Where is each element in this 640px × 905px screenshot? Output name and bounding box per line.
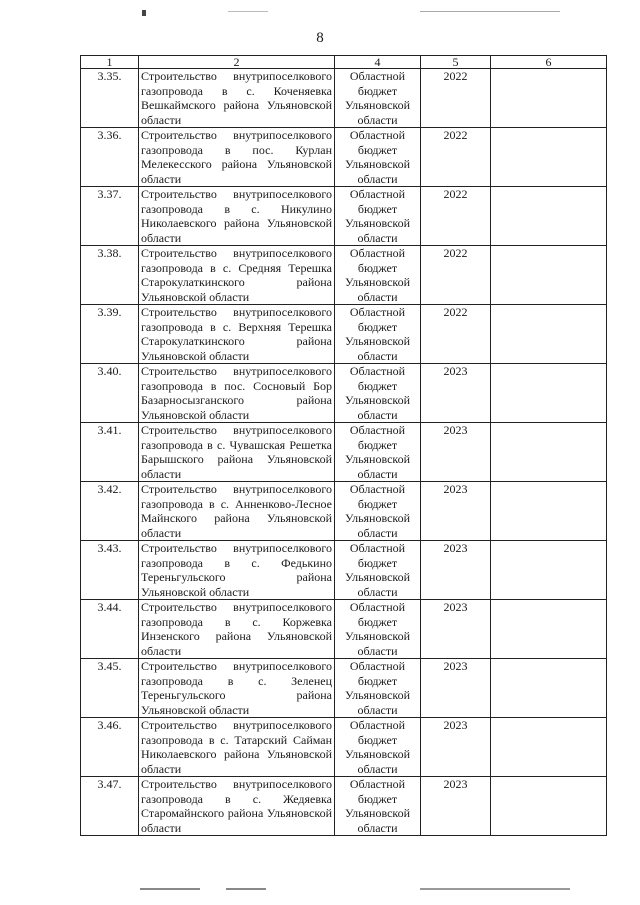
table-body <box>81 69 607 836</box>
table-row <box>81 600 607 659</box>
funding-source-cell: Областной бюджет Ульяновской области <box>335 305 421 364</box>
table-row <box>81 718 607 777</box>
year-cell: 2022 <box>421 69 491 128</box>
year-cell: 2022 <box>421 305 491 364</box>
note-cell <box>491 659 607 718</box>
note-cell <box>491 128 607 187</box>
year-cell: 2023 <box>421 364 491 423</box>
note-cell <box>491 777 607 836</box>
table-row <box>81 423 607 482</box>
column-header-5: 5 <box>421 56 491 69</box>
row-number-cell: 3.44. <box>81 600 139 659</box>
program-table <box>80 55 607 836</box>
project-name-cell: Строительство внутрипоселкового газопровода в с. Никулино Николаевского района Ульяновской области <box>139 187 335 246</box>
row-number-cell: 3.43. <box>81 541 139 600</box>
funding-source-cell: Областной бюджет Ульяновской области <box>335 187 421 246</box>
column-header-1: 1 <box>81 56 139 69</box>
note-cell <box>491 187 607 246</box>
year-cell: 2023 <box>421 482 491 541</box>
scan-artifact-top-right <box>420 11 560 12</box>
project-name-cell: Строительство внутрипоселкового газопровода в с. Татарский Сайман Николаевского района Ульяновской области <box>139 718 335 777</box>
funding-source-cell: Областной бюджет Ульяновской области <box>335 718 421 777</box>
table-row <box>81 777 607 836</box>
year-cell: 2023 <box>421 600 491 659</box>
row-number-cell: 3.45. <box>81 659 139 718</box>
note-cell <box>491 482 607 541</box>
row-number-cell: 3.35. <box>81 69 139 128</box>
row-number-cell: 3.47. <box>81 777 139 836</box>
row-number-cell: 3.39. <box>81 305 139 364</box>
year-cell: 2022 <box>421 187 491 246</box>
row-number-cell: 3.46. <box>81 718 139 777</box>
table-row <box>81 659 607 718</box>
project-name-cell: Строительство внутрипоселкового газопровода в с. Жедяевка Старомайнского района Ульяновской области <box>139 777 335 836</box>
funding-source-cell: Областной бюджет Ульяновской области <box>335 777 421 836</box>
row-number-cell: 3.37. <box>81 187 139 246</box>
note-cell <box>491 364 607 423</box>
note-cell <box>491 600 607 659</box>
table-row <box>81 541 607 600</box>
year-cell: 2023 <box>421 659 491 718</box>
scan-artifact-bottom-right <box>420 888 570 890</box>
year-cell: 2023 <box>421 423 491 482</box>
funding-source-cell: Областной бюджет Ульяновской области <box>335 482 421 541</box>
table-row <box>81 364 607 423</box>
project-name-cell: Строительство внутрипоселкового газопровода в пос. Курлан Мелекесского района Ульяновской области <box>139 128 335 187</box>
funding-source-cell: Областной бюджет Ульяновской области <box>335 128 421 187</box>
table-row <box>81 128 607 187</box>
row-number-cell: 3.41. <box>81 423 139 482</box>
funding-source-cell: Областной бюджет Ульяновской области <box>335 364 421 423</box>
note-cell <box>491 718 607 777</box>
project-name-cell: Строительство внутрипоселкового газопровода в с. Коченяевка Вешкаймского района Ульяновской области <box>139 69 335 128</box>
year-cell: 2023 <box>421 541 491 600</box>
scan-artifact-bottom-left <box>140 888 200 890</box>
table-row <box>81 187 607 246</box>
year-cell: 2022 <box>421 128 491 187</box>
row-number-cell: 3.38. <box>81 246 139 305</box>
table-row <box>81 482 607 541</box>
table-row <box>81 246 607 305</box>
funding-source-cell: Областной бюджет Ульяновской области <box>335 600 421 659</box>
table-row <box>81 305 607 364</box>
funding-source-cell: Областной бюджет Ульяновской области <box>335 246 421 305</box>
row-number-cell: 3.40. <box>81 364 139 423</box>
page-number: 8 <box>316 30 324 46</box>
project-name-cell: Строительство внутрипоселкового газопровода в с. Средняя Терешка Старокулаткинского района Ульяновской области <box>139 246 335 305</box>
year-cell: 2023 <box>421 777 491 836</box>
project-name-cell: Строительство внутрипоселкового газопровода в с. Верхняя Терешка Старокулаткинского района Ульяновской области <box>139 305 335 364</box>
project-name-cell: Строительство внутрипоселкового газопровода в пос. Сосновый Бор Базарносызганского района Ульяновской области <box>139 364 335 423</box>
table-header-row <box>81 56 607 69</box>
funding-source-cell: Областной бюджет Ульяновской области <box>335 69 421 128</box>
note-cell <box>491 423 607 482</box>
project-name-cell: Строительство внутрипоселкового газопровода в с. Чувашская Решетка Барышского района Ульяновской области <box>139 423 335 482</box>
note-cell <box>491 541 607 600</box>
project-name-cell: Строительство внутрипоселкового газопровода в с. Зеленец Тереньгульского района Ульяновской области <box>139 659 335 718</box>
column-header-6: 6 <box>491 56 607 69</box>
project-name-cell: Строительство внутрипоселкового газопровода в с. Анненково-Лесное Майнского района Ульяновской области <box>139 482 335 541</box>
project-name-cell: Строительство внутрипоселкового газопровода в с. Федькино Тереньгульского района Ульяновской области <box>139 541 335 600</box>
note-cell <box>491 305 607 364</box>
note-cell <box>491 246 607 305</box>
column-header-4: 4 <box>335 56 421 69</box>
funding-source-cell: Областной бюджет Ульяновской области <box>335 541 421 600</box>
funding-source-cell: Областной бюджет Ульяновской области <box>335 423 421 482</box>
row-number-cell: 3.42. <box>81 482 139 541</box>
year-cell: 2023 <box>421 718 491 777</box>
scan-artifact-top-center <box>228 11 268 12</box>
project-name-cell: Строительство внутрипоселкового газопровода в с. Коржевка Инзенского района Ульяновской области <box>139 600 335 659</box>
year-cell: 2022 <box>421 246 491 305</box>
funding-source-cell: Областной бюджет Ульяновской области <box>335 659 421 718</box>
column-header-2: 2 <box>139 56 335 69</box>
scan-artifact-top-left <box>142 10 146 16</box>
table-row <box>81 69 607 128</box>
scan-artifact-bottom-center <box>226 888 266 890</box>
note-cell <box>491 69 607 128</box>
row-number-cell: 3.36. <box>81 128 139 187</box>
